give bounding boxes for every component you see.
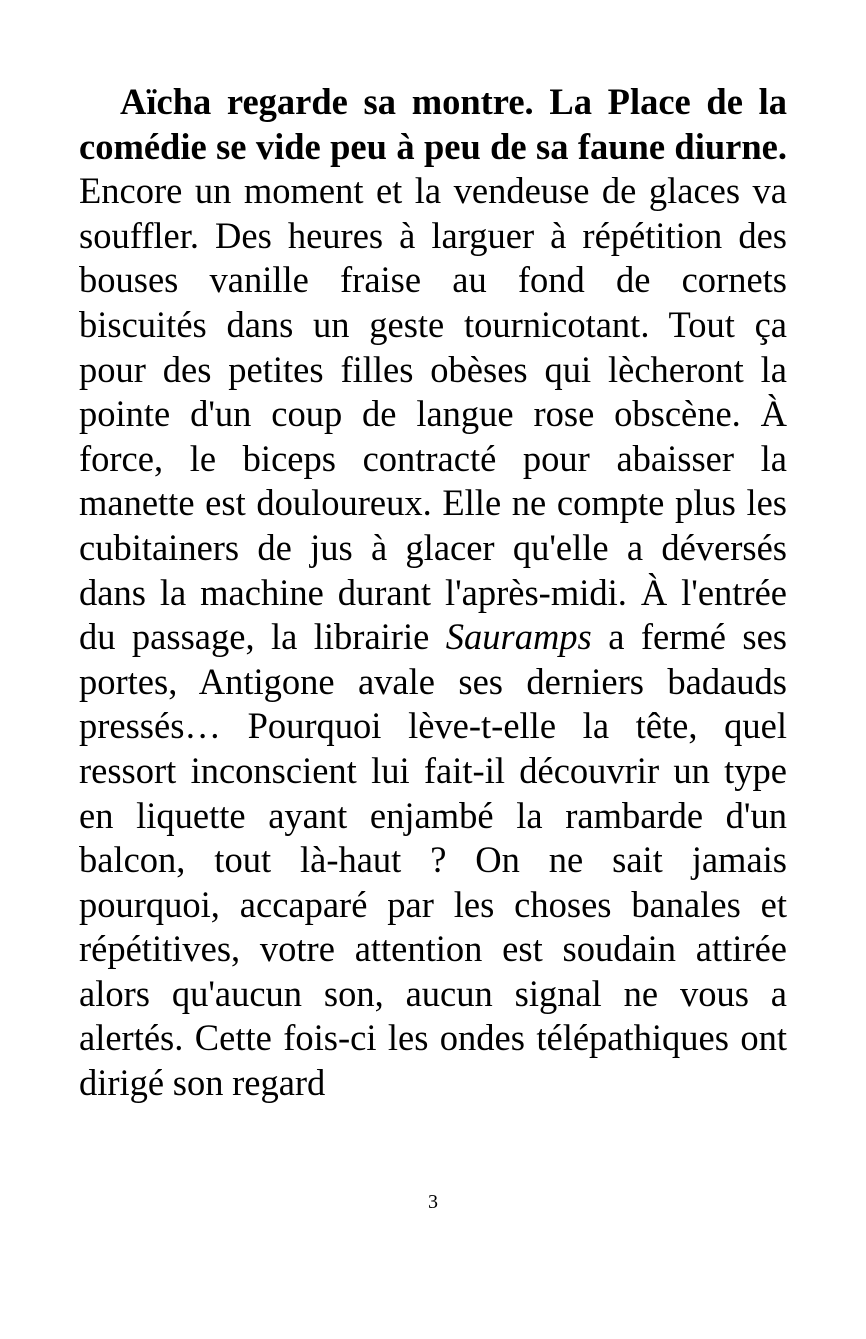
body-paragraph xyxy=(79,80,787,1106)
paragraph-text-part-1: Encore un moment et la vendeuse de glaces va souffler. Des heures à larguer à répétition des bouses vanille fraise au fond de cornets biscuités dans un geste tournicotant. Tout ça pour des petites filles obèses qui lècheront la pointe d'un coup de langue rose obscène. À force, le biceps contracté pour abaisser la manette est douloureux. Elle ne compte plus les cubitainers de jus à glacer qu'elle a déversés dans la machine durant l'après-midi. À l'entrée du passage, la librairie xyxy=(79,170,787,658)
bookstore-name: Sauramps xyxy=(445,616,592,658)
page-number: 3 xyxy=(428,1191,438,1213)
paragraph-text-part-2: a fermé ses portes, Antigone avale ses derniers badauds pressés… Pourquoi lève-t-elle la tête, quel ressort inconscient lui fait-il découvrir un type en liquette ayant enjambé la rambarde d'un balcon, tout là-haut ? On ne sait jamais pourquoi, accaparé par les choses banales et répétitives, votre attention est soudain attirée alors qu'aucun son, aucun signal ne vous a alertés. Cette fois-ci les ondes télépathiques ont dirigé son regard xyxy=(79,616,787,1104)
bold-opening-sentence: Aïcha regarde sa montre. La Place de la comédie se vide peu à peu de sa faune diurne. xyxy=(79,81,787,167)
